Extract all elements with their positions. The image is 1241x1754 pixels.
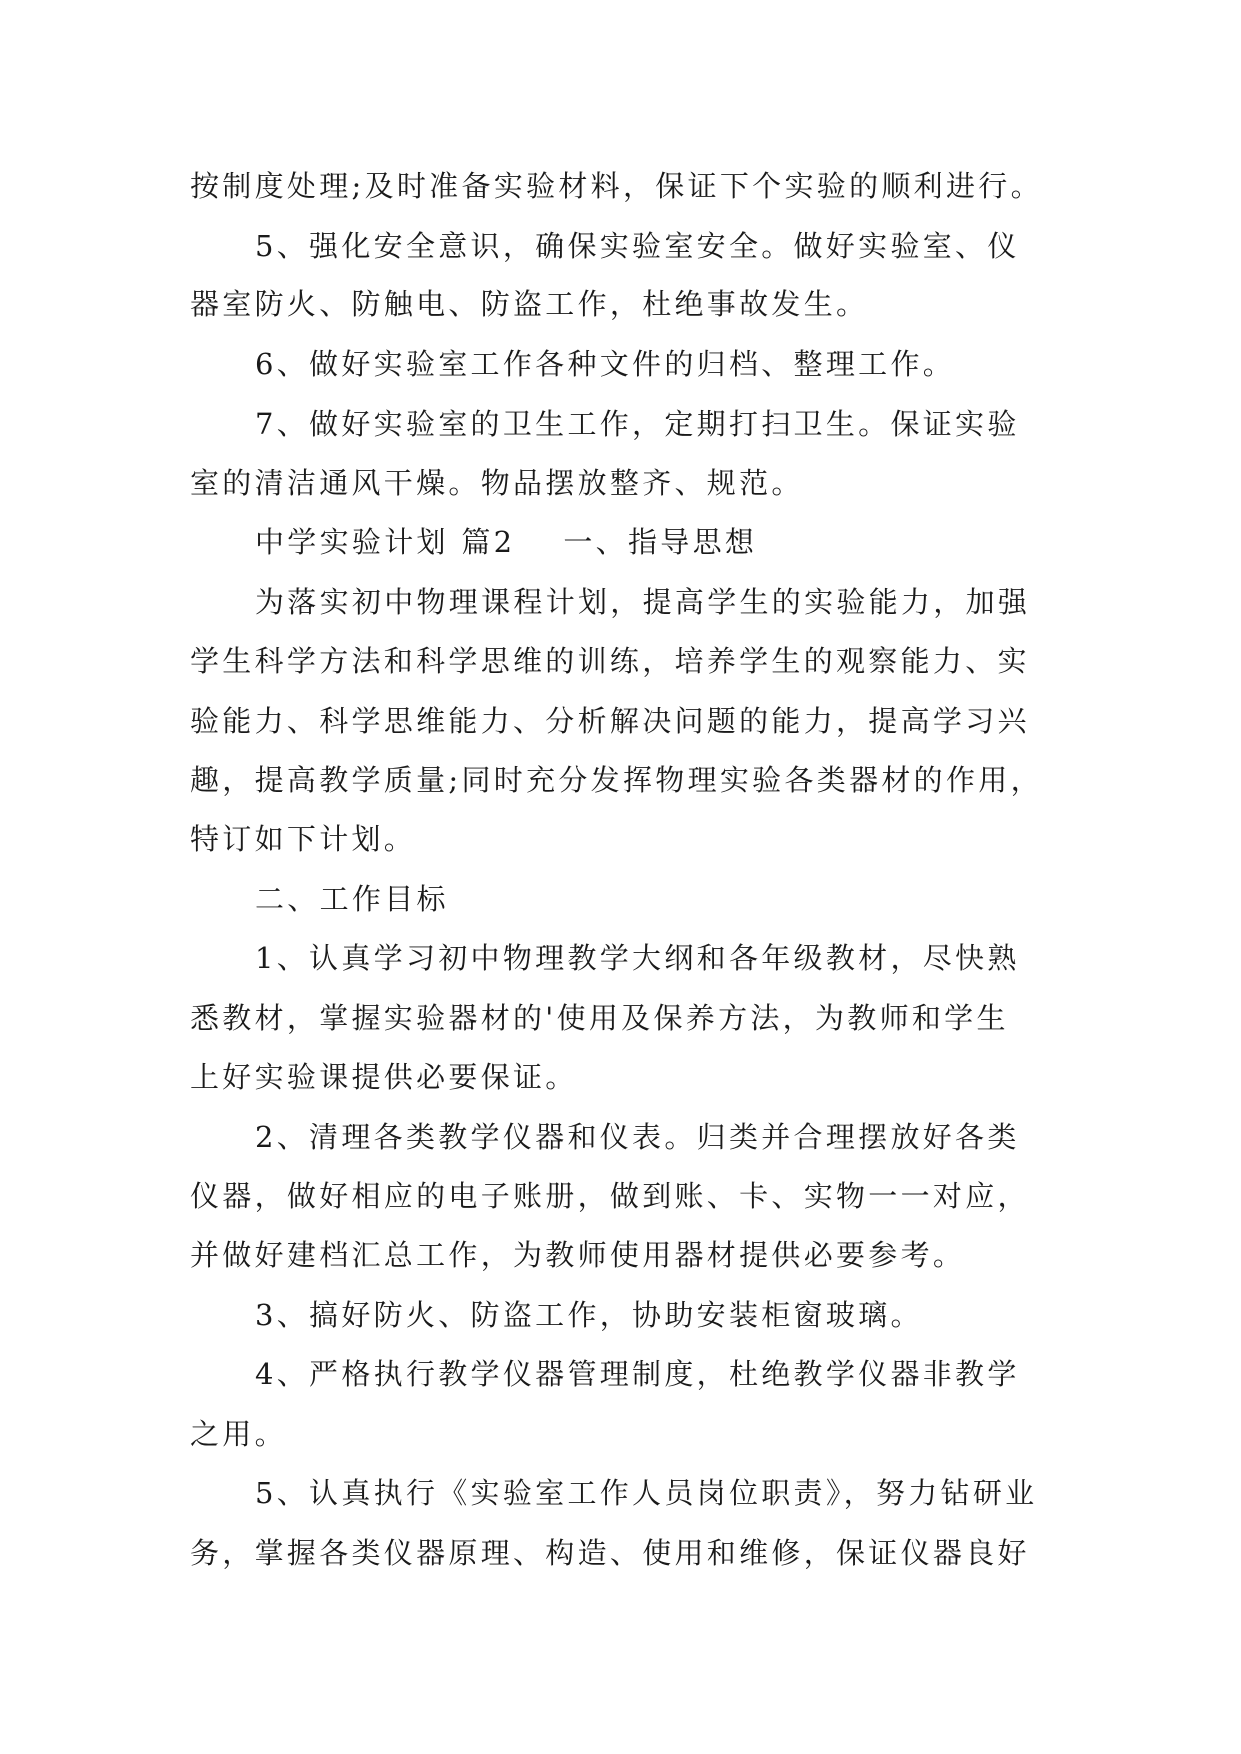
paragraph-line: 务，掌握各类仪器原理、构造、使用和维修，保证仪器良好 [190,1536,1030,1570]
section-heading: 一、指导思想 [563,525,758,559]
paragraph-line: 4、严格执行教学仪器管理制度，杜绝教学仪器非教学 [255,1357,1020,1391]
paragraph-line: 并做好建档汇总工作，为教师使用器材提供必要参考。 [190,1238,966,1272]
paragraph-line: 器室防火、防触电、防盗工作，杜绝事故发生。 [190,287,869,321]
paragraph-line: 7、做好实验室的卫生工作，定期打扫卫生。保证实验 [255,407,1020,441]
paragraph-line: 仪器，做好相应的电子账册，做到账、卡、实物一一对应， [190,1179,1030,1213]
paragraph-line: 1、认真学习初中物理教学大纲和各年级教材，尽快熟 [255,941,1020,975]
section-heading: 二、工作目标 [255,882,449,916]
paragraph-line: 之用。 [190,1417,287,1451]
paragraph-line: 特订如下计划。 [190,822,417,856]
paragraph-line: 为落实初中物理课程计划，提高学生的实验能力，加强 [255,585,1031,619]
paragraph-line: 2、清理各类教学仪器和仪表。归类并合理摆放好各类 [255,1120,1020,1154]
paragraph-line: 6、做好实验室工作各种文件的归档、整理工作。 [255,347,956,381]
paragraph-line: 上好实验课提供必要保证。 [190,1060,578,1094]
section-heading-line [255,522,757,562]
paragraph-line: 5、认真执行《实验室工作人员岗位职责》，努力钻研业 [255,1476,1038,1510]
paragraph-line: 室的清洁通风干燥。物品摆放整齐、规范。 [190,466,804,500]
paragraph-line: 验能力、科学思维能力、分析解决问题的能力，提高学习兴 [190,704,1030,738]
paragraph-line: 学生科学方法和科学思维的训练，培养学生的观察能力、实 [190,644,1030,678]
article-title: 中学实验计划 篇2 [255,525,516,559]
paragraph-line: 5、强化安全意识，确保实验室安全。做好实验室、仪 [255,229,1020,263]
paragraph-line: 按制度处理;及时准备实验材料，保证下个实验的顺利进行。 [190,169,1043,203]
paragraph-line: 趣，提高教学质量;同时充分发挥物理实验各类器材的作用， [190,763,1043,797]
paragraph-line: 悉教材，掌握实验器材的'使用及保养方法，为教师和学生 [190,1001,1009,1035]
paragraph-line: 3、搞好防火、防盗工作，协助安装柜窗玻璃。 [255,1298,923,1332]
